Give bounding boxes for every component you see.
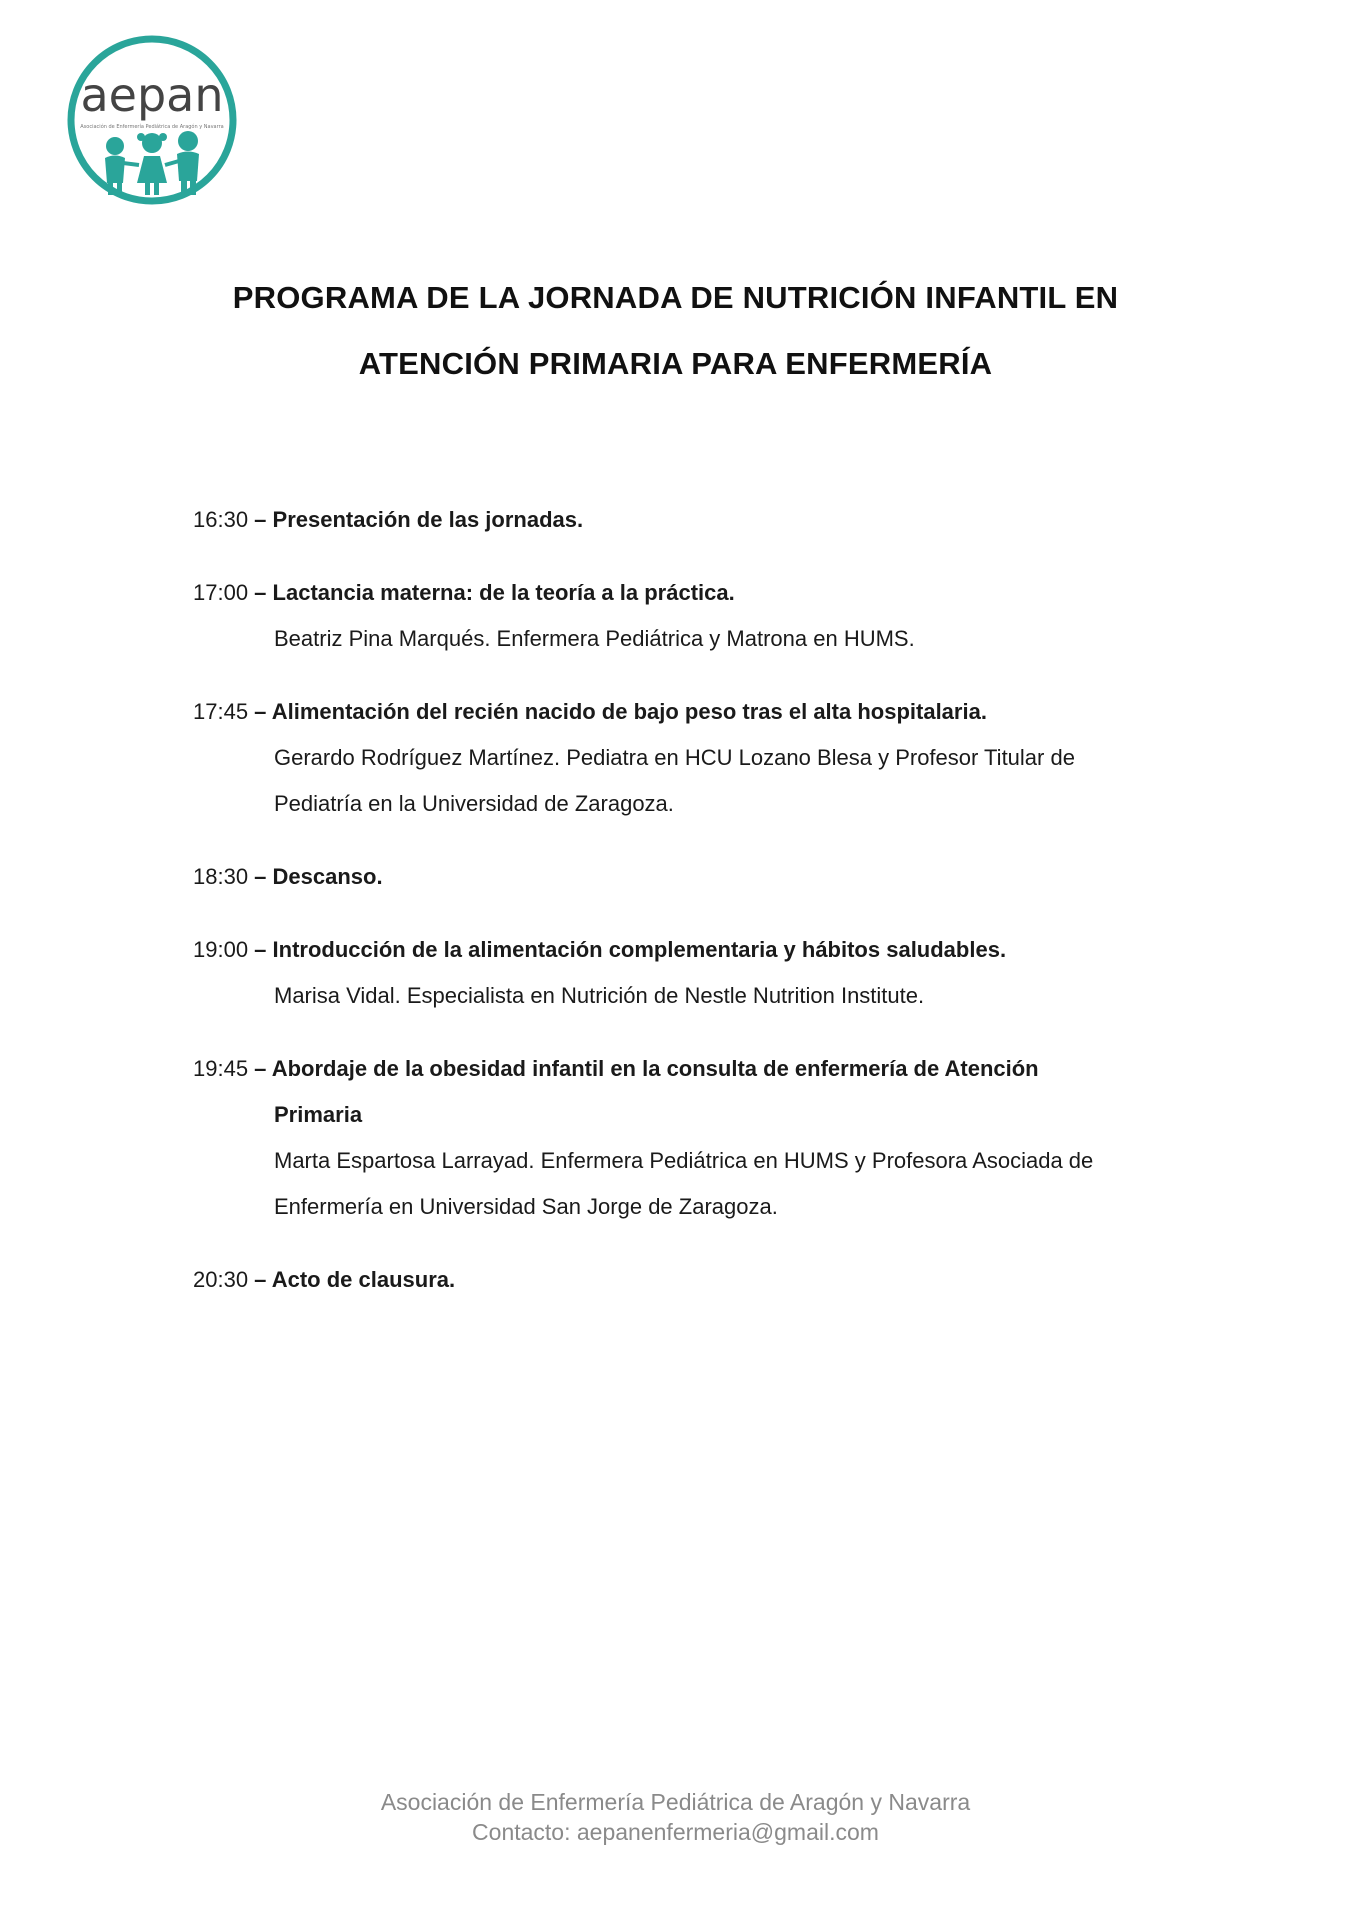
program-entry-heading	[193, 1257, 1193, 1303]
program-entry-heading	[193, 1046, 1193, 1092]
program-time: 17:00	[193, 580, 249, 605]
program-speaker: Gerardo Rodríguez Martínez. Pediatra en HCU Lozano Blesa y Profesor Titular de Pediatría en la Universidad de Zaragoza.	[274, 745, 1075, 816]
aepan-logo	[65, 33, 239, 207]
program-entry	[193, 570, 1193, 662]
footer	[0, 1787, 1351, 1847]
program-entry	[193, 689, 1193, 827]
footer-association: Asociación de Enfermería Pediátrica de Aragón y Navarra	[380, 1789, 971, 1815]
program-entry-heading	[193, 570, 1193, 616]
program-topic: Presentación de las jornadas.	[272, 507, 584, 532]
time-separator: –	[248, 864, 273, 889]
program-time: 16:30	[193, 507, 249, 532]
program-entry	[193, 854, 1193, 900]
program-topic: Abordaje de la obesidad infantil en la consulta de enfermería de Atención	[271, 1056, 1039, 1081]
program-topic: Lactancia materna: de la teoría a la práctica.	[272, 580, 735, 605]
program-topic: Alimentación del recién nacido de bajo peso tras el alta hospitalaria.	[271, 699, 987, 724]
footer-contact: Contacto: aepanenfermeria@gmail.com	[472, 1819, 879, 1845]
time-separator: –	[248, 507, 273, 532]
program-entry-heading	[193, 854, 1193, 900]
program-entry	[193, 1257, 1193, 1303]
program-time: 19:45	[193, 1056, 249, 1081]
program-time: 19:00	[193, 937, 249, 962]
document-title	[140, 265, 1211, 397]
time-separator: –	[248, 937, 273, 962]
program-speaker: Marisa Vidal. Especialista en Nutrición de Nestle Nutrition Institute.	[274, 983, 925, 1008]
program-topic: Descanso.	[272, 864, 383, 889]
aepan-logo-icon	[65, 33, 239, 207]
title-line-2: ATENCIÓN PRIMARIA PARA ENFERMERÍA	[358, 346, 993, 381]
title-line-1: PROGRAMA DE LA JORNADA DE NUTRICIÓN INFANTIL EN	[232, 280, 1119, 315]
program-speaker: Beatriz Pina Marqués. Enfermera Pediátrica y Matrona en HUMS.	[274, 626, 915, 651]
program-time: 20:30	[193, 1267, 249, 1292]
program-time: 17:45	[193, 699, 249, 724]
logo-subtext: Asociación de Enfermería Pediátrica de Aragón y Navarra	[80, 124, 224, 130]
program-time: 18:30	[193, 864, 249, 889]
program-topic: Introducción de la alimentación complementaria y hábitos saludables.	[272, 937, 1007, 962]
program-entry	[193, 497, 1193, 543]
logo-wordmark: aepan	[80, 68, 224, 122]
time-separator: –	[248, 1267, 272, 1292]
time-separator: –	[248, 1056, 272, 1081]
program-topic-continued: Primaria	[274, 1102, 363, 1127]
program-entry-heading	[193, 689, 1193, 735]
program-entry-heading	[193, 927, 1193, 973]
time-separator: –	[248, 699, 272, 724]
program-entry	[193, 1046, 1193, 1230]
time-separator: –	[248, 580, 273, 605]
program-entry	[193, 927, 1193, 1019]
program-entry-heading	[193, 497, 1193, 543]
program-schedule	[193, 497, 1193, 1330]
program-speaker: Marta Espartosa Larrayad. Enfermera Pediátrica en HUMS y Profesora Asociada de Enfermería en Universidad San Jorge de Zaragoza.	[274, 1148, 1094, 1219]
program-topic: Acto de clausura.	[271, 1267, 456, 1292]
